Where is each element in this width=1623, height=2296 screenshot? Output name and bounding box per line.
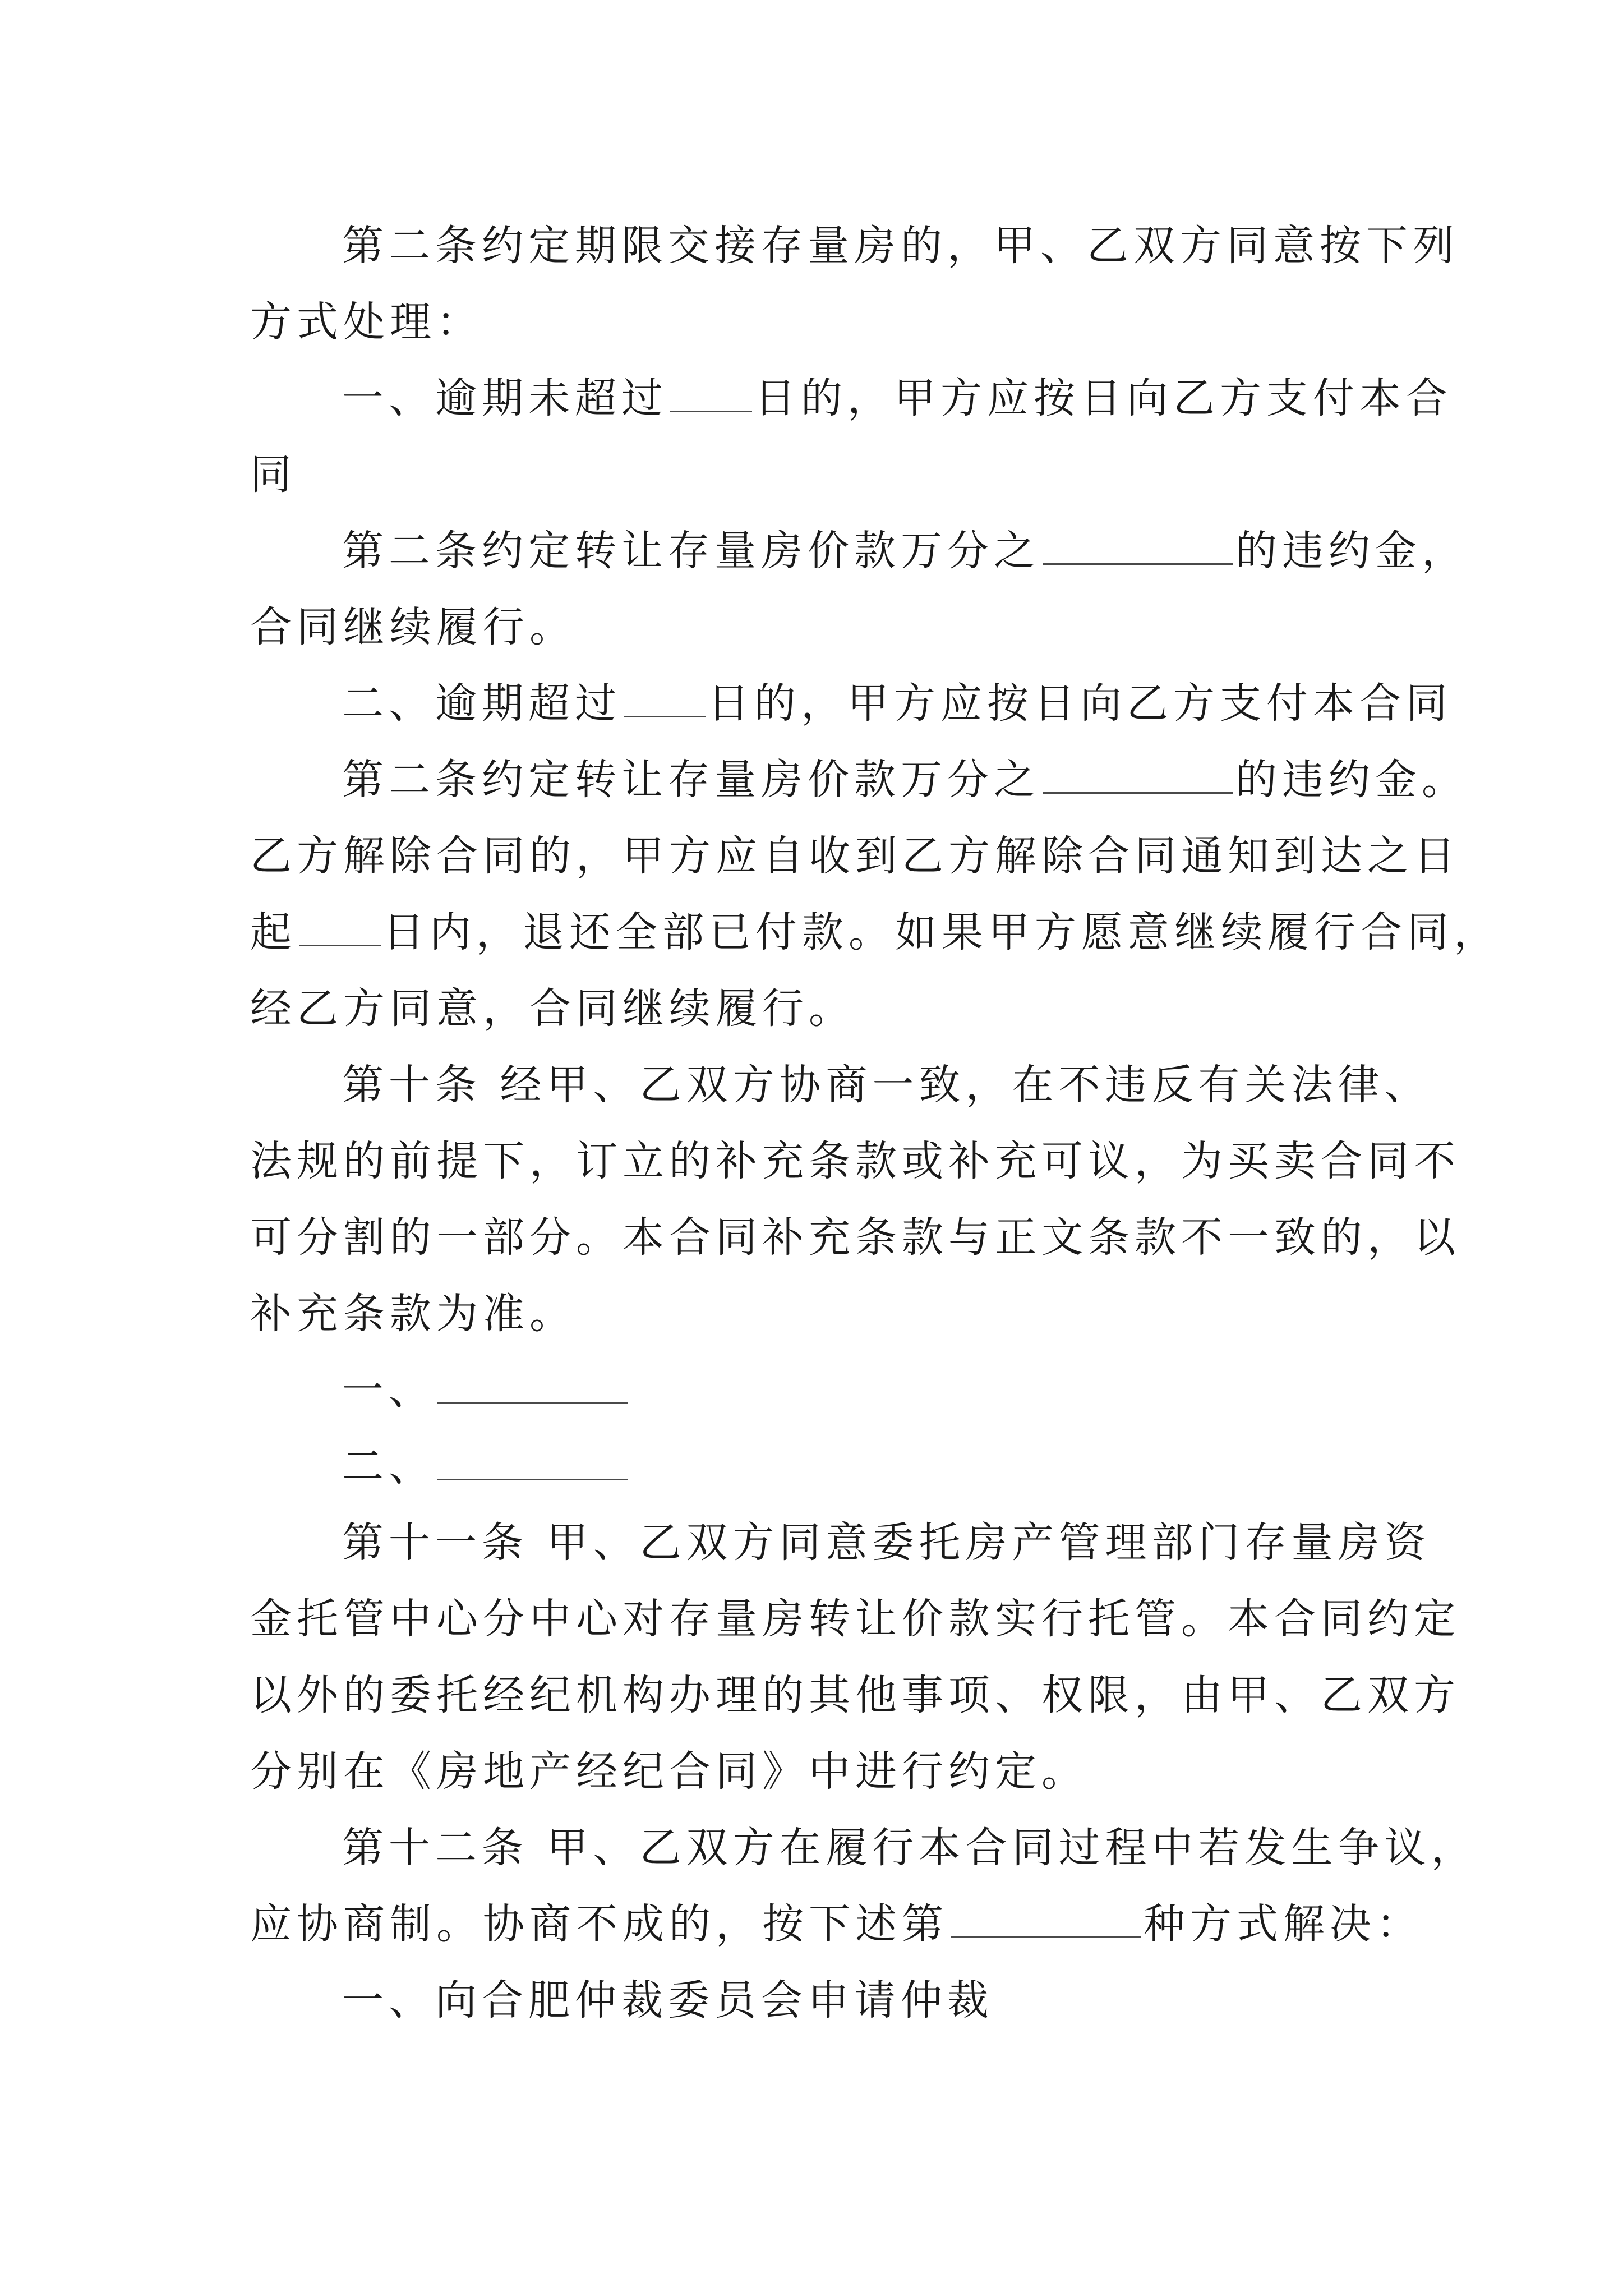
line-text: 第二条约定转让存量房价款万分之 — [342, 527, 1040, 575]
line-text: 补充条款为准。 — [250, 1290, 576, 1338]
line-text-after-blank: 种方式解决： — [1144, 1900, 1423, 1948]
line-text: 一、逾期未超过 — [342, 374, 668, 422]
fill-in-blank — [437, 1370, 628, 1404]
line-text: 乙方解除合同的，甲方应自收到乙方解除合同通知到达之日 — [250, 832, 1460, 880]
line-text: 法规的前提下，订立的补充条款或补充可议，为买卖合同不 — [250, 1137, 1460, 1185]
fill-in-blank — [951, 1904, 1141, 1938]
fill-in-blank — [624, 683, 706, 717]
document-line — [250, 1276, 1383, 1352]
line-text: 第十一条 甲、乙双方同意委托房产管理部门存量房资 — [342, 1519, 1431, 1567]
document-line — [250, 1810, 1478, 1886]
line-text: 可分割的一部分。本合同补充条款与正文条款不一致的，以 — [250, 1213, 1460, 1262]
line-text: 第二条约定转让存量房价款万分之 — [342, 756, 1040, 804]
line-text: 第十条 经甲、乙双方协商一致，在不违反有关法律、 — [342, 1061, 1431, 1109]
document-line — [250, 1123, 1460, 1199]
document-line — [250, 665, 1453, 742]
line-text: 经乙方同意，合同继续履行。 — [250, 984, 855, 1033]
line-text-after-blank: 日的，甲方应按日向乙方支付本合同 — [708, 679, 1453, 728]
line-text-after-blank: 的违约金， — [1235, 527, 1468, 575]
document-line — [250, 360, 1453, 436]
document-line — [250, 1047, 1431, 1123]
line-text: 二、逾期超过 — [342, 679, 621, 728]
line-text: 金托管中心分中心对存量房转让价款实行托管。本合同约定 — [250, 1595, 1460, 1643]
document-line — [250, 1199, 1460, 1276]
fill-in-blank — [1043, 760, 1233, 794]
line-text: 同 — [250, 450, 297, 499]
document-line — [250, 894, 1500, 970]
fill-in-blank — [1043, 531, 1233, 565]
document-line — [250, 208, 1459, 284]
document-line — [250, 1886, 1423, 1962]
document-line — [250, 1657, 1460, 1733]
document-line — [250, 513, 1468, 589]
document-line — [250, 1352, 1383, 1428]
document-line — [250, 1581, 1460, 1657]
document-line — [250, 1733, 1383, 1810]
line-text: 一、 — [342, 1366, 435, 1414]
document-line — [250, 284, 1383, 360]
line-text-after-blank: 日内，退还全部已付款。如果甲方愿意继续履行合同， — [383, 908, 1500, 956]
line-text-after-blank: 的违约金。 — [1235, 756, 1468, 804]
document-line — [250, 970, 1383, 1047]
document-body — [250, 208, 1500, 2039]
line-text: 合同继续履行。 — [250, 603, 576, 651]
fill-in-blank — [299, 912, 381, 946]
document-line — [250, 818, 1460, 894]
document-line — [250, 742, 1468, 818]
line-text: 分别在《房地产经纪合同》中进行约定。 — [250, 1747, 1088, 1796]
line-text: 第十二条 甲、乙双方在履行本合同过程中若发生争议， — [342, 1824, 1478, 1872]
line-text: 二、 — [342, 1442, 435, 1490]
line-text: 第二条约定期限交接存量房的，甲、乙双方同意按下列 — [342, 222, 1459, 270]
document-line — [250, 1428, 1383, 1504]
fill-in-blank — [670, 378, 752, 412]
document-line — [250, 436, 1383, 513]
document-line — [250, 1504, 1431, 1581]
line-text: 一、向合肥仲裁委员会申请仲裁 — [342, 1976, 994, 2024]
line-text: 以外的委托经纪机构办理的其他事项、权限，由甲、乙双方 — [250, 1671, 1460, 1719]
line-text: 应协商制。协商不成的，按下述第 — [250, 1900, 948, 1948]
line-text-after-blank: 日的，甲方应按日向乙方支付本合 — [754, 374, 1453, 422]
line-text: 方式处理： — [250, 298, 483, 346]
document-line — [250, 1962, 1383, 2039]
line-text: 起 — [250, 908, 297, 956]
fill-in-blank — [437, 1446, 628, 1480]
document-line — [250, 589, 1383, 665]
